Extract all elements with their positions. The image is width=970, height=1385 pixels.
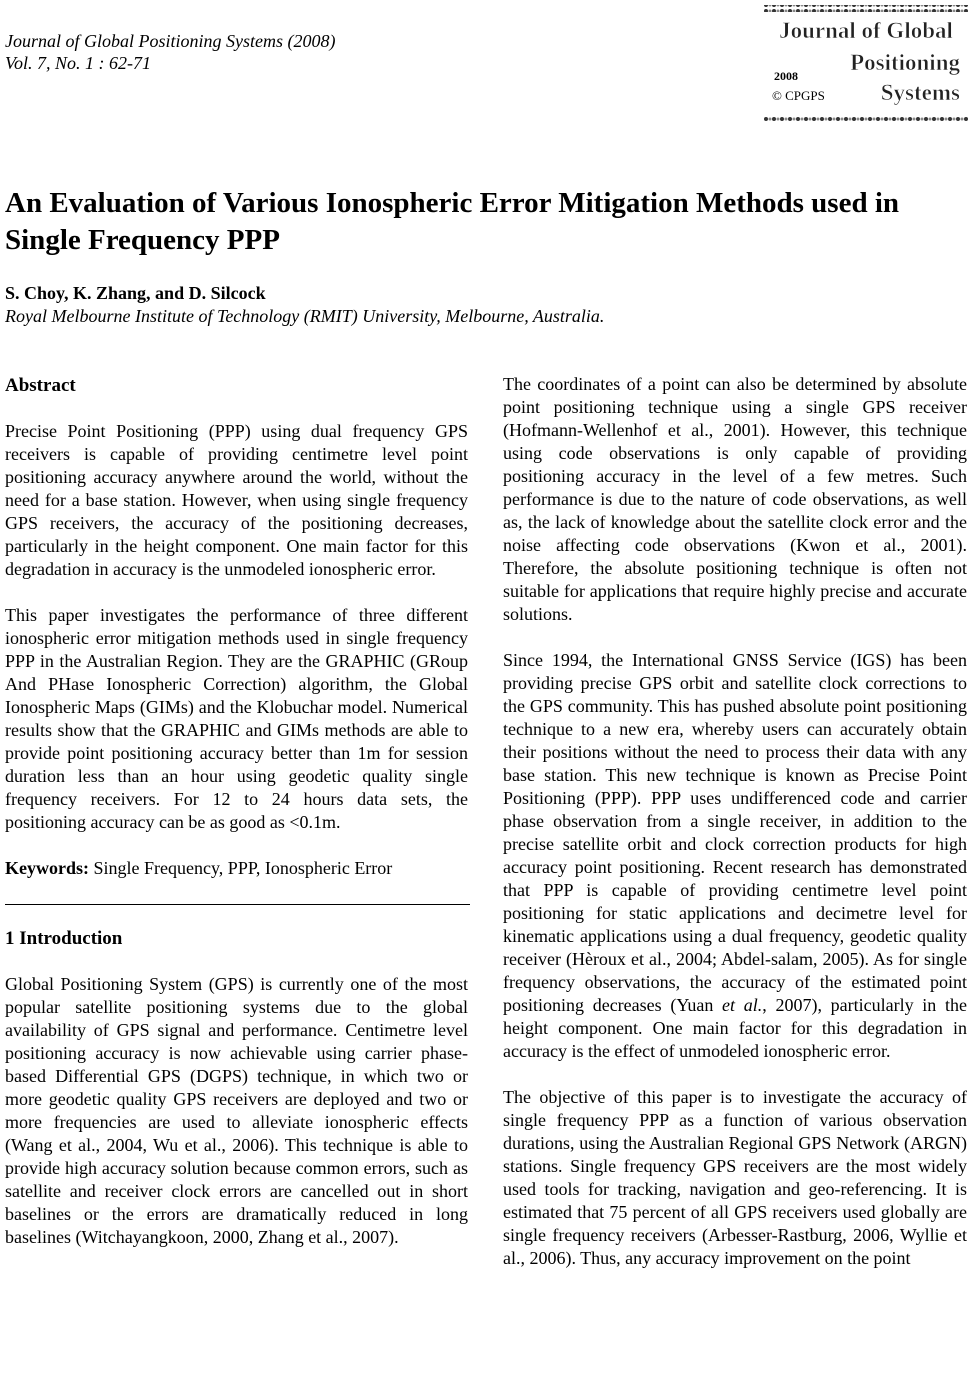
logo-copyright: © CPGPS	[772, 88, 825, 103]
logo-border-bottom	[764, 116, 968, 123]
paper-affiliation: Royal Melbourne Institute of Technology (RMIT) University, Melbourne, Australia.	[5, 306, 605, 326]
paper-authors: S. Choy, K. Zhang, and D. Silcock	[5, 283, 266, 303]
introduction-paragraph-3-part-b: , 2007), particularly in the height component. One main factor for this degradation in accuracy is the effect of unmodeled ionospheric error.	[503, 995, 967, 1061]
introduction-paragraph-3-part-a: Since 1994, the International GNSS Service (IGS) has been providing precise GPS orbit and satellite clock corrections to the GPS community. This has pushed absolute point positioning technique to a new era, whereby users can accurately obtain their positions without the need to process their data with any base station. This new technique is known as Precise Point Positioning (PPP). PPP uses undifferenced code and carrier phase observation from a single receiver, in addition to the precise satellite orbit and clock correction products for high accuracy point positioning. Recent research has demonstrated that PPP is capable of providing centimetre level point positioning for static applications and decimetre level for kinematic applications using a dual frequency, geodetic quality receiver (Hèroux et al., 2004; Abdel-salam, 2005). As for single frequency observations, the accuracy of the estimated point positioning decreases (Yuan	[503, 650, 967, 1015]
introduction-paragraph-3	[503, 649, 967, 1063]
logo-year: 2008	[774, 69, 798, 83]
citation-et-al: et al.	[722, 995, 763, 1015]
right-column	[503, 373, 967, 1270]
left-column	[5, 374, 468, 1249]
introduction-paragraph-1: Global Positioning System (GPS) is currently one of the most popular satellite positioning systems due to the global availability of GPS signal and performance. Centimetre level positioning accuracy is now achievable using carrier phase-based Differential GPS (DGPS) technique, in which two or more geodetic quality GPS receivers are deployed and two or more frequencies are used to alleviate ionospheric effects (Wang et al., 2004, Wu et al., 2006). This technique is able to provide high accuracy solution because common errors, such as satellite and receiver clock errors are cancelled out in short baselines or the errors are dramatically reduced in long baselines (Witchayangkoon, 2000, Zhang et al., 2007).	[5, 974, 468, 1247]
logo-line1: Journal of Global	[779, 18, 953, 43]
journal-volume: Vol. 7, No. 1 : 62-71	[5, 53, 151, 73]
journal-reference	[5, 30, 335, 74]
section-divider	[5, 904, 470, 905]
logo-line3: Systems	[880, 80, 960, 105]
paper-title: An Evaluation of Various Ionospheric Error Mitigation Methods used in Single Frequency PPP	[5, 187, 900, 256]
introduction-paragraph-4: The objective of this paper is to investigate the accuracy of single frequency PPP as a function of various observation durations, using the Australian Regional GPS Network (ARGN) stations. Single frequency GPS receivers are the most widely used tools for tracking, navigation and geo-referencing. It is estimated that 75 percent of all GPS receivers used globally are single frequency receivers (Arbesser-Rastburg, 2006, Wyllie et al., 2006). Thus, any accuracy improvement on the point	[503, 1087, 967, 1268]
abstract-heading: Abstract	[5, 375, 76, 396]
introduction-heading: 1 Introduction	[5, 928, 123, 949]
abstract-paragraph-2: This paper investigates the performance of three different ionospheric error mitigation methods used in single frequency PPP in the Australian Region. They are the GRAPHIC (GRoup And PHase Ionospheric Correction) algorithm, the Global Ionospheric Maps (GIMs) and the Klobuchar model. Numerical results show that the GRAPHIC and GIMs methods are able to provide point positioning accuracy better than 1m for session duration less than an hour using geodetic quality single frequency receivers. For 12 to 24 hours data sets, the positioning accuracy can be as good as <0.1m.	[5, 605, 468, 832]
introduction-paragraph-2: The coordinates of a point can also be determined by absolute point positioning technique using a single GPS receiver (Hofmann-Wellenhof et al., 2001). However, this technique using code observations is only capable of providing positioning accuracy in the level of a few metres. Such performance is due to the nature of code observations, as well as, the lack of knowledge about the satellite clock error and the noise affecting code observations (Kwon et al., 2001). Therefore, the absolute positioning technique is often not suitable for applications that require highly precise and accurate solutions.	[503, 374, 967, 624]
abstract-paragraph-1: Precise Point Positioning (PPP) using dual frequency GPS receivers is capable of providing centimetre level point positioning accuracy anywhere around the world, without the need for a base station. However, when using single frequency GPS receivers, the accuracy of the positioning decreases, particularly in the height component. One main factor for this degradation in accuracy is the unmodeled ionospheric error.	[5, 421, 468, 579]
journal-logo	[764, 2, 968, 126]
keywords	[5, 857, 468, 880]
journal-name: Journal of Global Positioning Systems (2008)	[5, 31, 336, 51]
keywords-list: Single Frequency, PPP, Ionospheric Error	[89, 858, 393, 878]
logo-line2: Positioning	[850, 50, 960, 75]
keywords-label: Keywords:	[5, 858, 89, 878]
logo-border-top	[764, 5, 968, 12]
